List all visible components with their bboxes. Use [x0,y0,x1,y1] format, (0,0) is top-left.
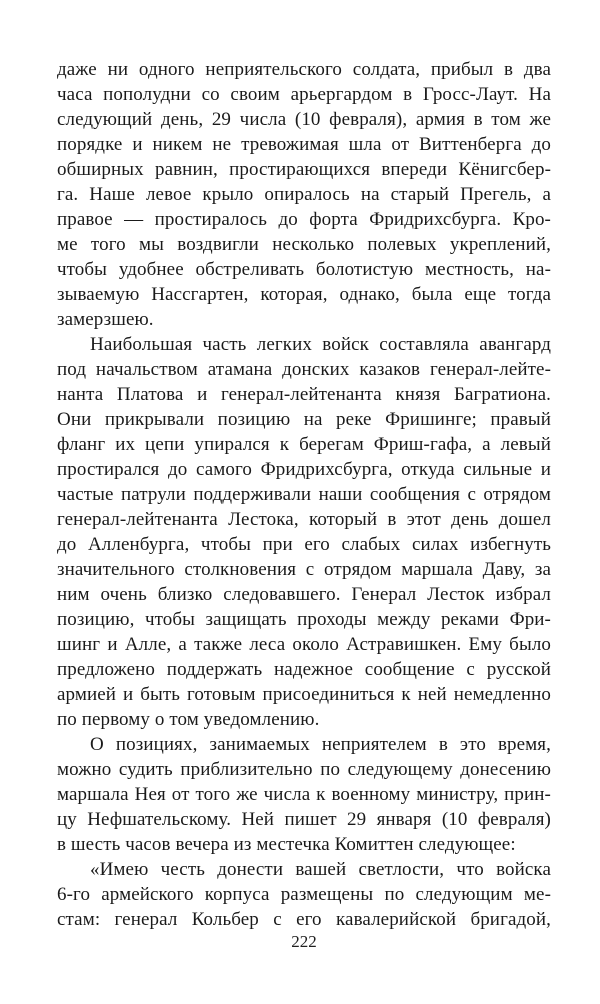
text-line: зываемую Нассгартен, которая, однако, была еще тогда [57,284,551,305]
text-line: цу Нефшательскому. Ней пишет 29 января (10 февраля) [57,809,551,830]
text-line: ним очень близко следовавшего. Генерал Лесток избрал [57,584,551,605]
text-line: предложено поддержать надежное сообщение с русской [57,659,551,680]
text-line: «Имею честь донести вашей светлости, что войска [90,859,551,880]
text-line: под начальством атамана донских казаков генерал-лейте- [57,359,551,380]
paragraph [57,732,551,857]
text-line: фланг их цепи упирался к берегам Фриш-гафа, а левый [57,434,551,455]
text-line: маршала Нея от того же числа к военному министру, прин- [57,784,551,805]
paragraph [57,332,551,732]
text-line: Наибольшая часть легких войск составляла авангард [90,334,551,355]
text-line: 6-го армейского корпуса размещены по следующим ме- [57,884,551,905]
text-line: позицию, чтобы защищать проходы между реками Фри- [57,609,551,630]
text-line: можно судить приблизительно по следующему донесению [57,759,551,780]
text-line: до Алленбурга, чтобы при его слабых силах избегнуть [57,534,551,555]
text-line: обширных равнин, простирающихся впереди Кёнигсбер- [57,159,551,180]
text-line: замерзшею. [57,309,154,330]
text-line: стам: генерал Кольбер с его кавалерийской бригадой, [57,909,551,930]
text-line: чтобы удобнее обстреливать болотистую местность, на- [57,259,551,280]
text-line: шинг и Алле, а также леса около Астравишкен. Ему было [57,634,551,655]
paragraph [57,57,551,332]
text-line: армией и быть готовым присоединиться к ней немедленно [57,684,551,705]
text-line: ме того мы воздвигли несколько полевых укреплений, [57,234,551,255]
text-line: по первому о том уведомлению. [57,709,320,730]
text-line: следующий день, 29 числа (10 февраля), армия в том же [57,109,551,130]
text-line: га. Наше левое крыло опиралось на старый Прегель, а [57,184,551,205]
text-line: значительного столкновения с отрядом маршала Даву, за [57,559,551,580]
text-line: правое — простиралось до форта Фридрихсбурга. Кро- [57,209,551,230]
text-line: простирался до самого Фридрихсбурга, откуда сильные и [57,459,551,480]
paragraph [57,857,551,932]
text-line: Они прикрывали позицию на реке Фришинге; правый [57,409,551,430]
text-line: нанта Платова и генерал-лейтенанта князя Багратиона. [57,384,551,405]
text-line: часа пополудни со своим арьергардом в Гросс-Лаут. На [57,84,551,105]
page-number: 222 [291,932,317,951]
text-line: О позициях, занимаемых неприятелем в это время, [90,734,551,755]
text-line: генерал-лейтенанта Лестока, который в этот день дошел [57,509,551,530]
text-line: частые патрули поддерживали наши сообщения с отрядом [57,484,551,505]
text-line: даже ни одного неприятельского солдата, прибыл в два [57,59,551,80]
text-line: в шесть часов вечера из местечка Комиттен следующее: [57,834,516,855]
text-line: порядке и никем не тревожимая шла от Виттенберга до [57,134,551,155]
text-block [57,57,551,932]
